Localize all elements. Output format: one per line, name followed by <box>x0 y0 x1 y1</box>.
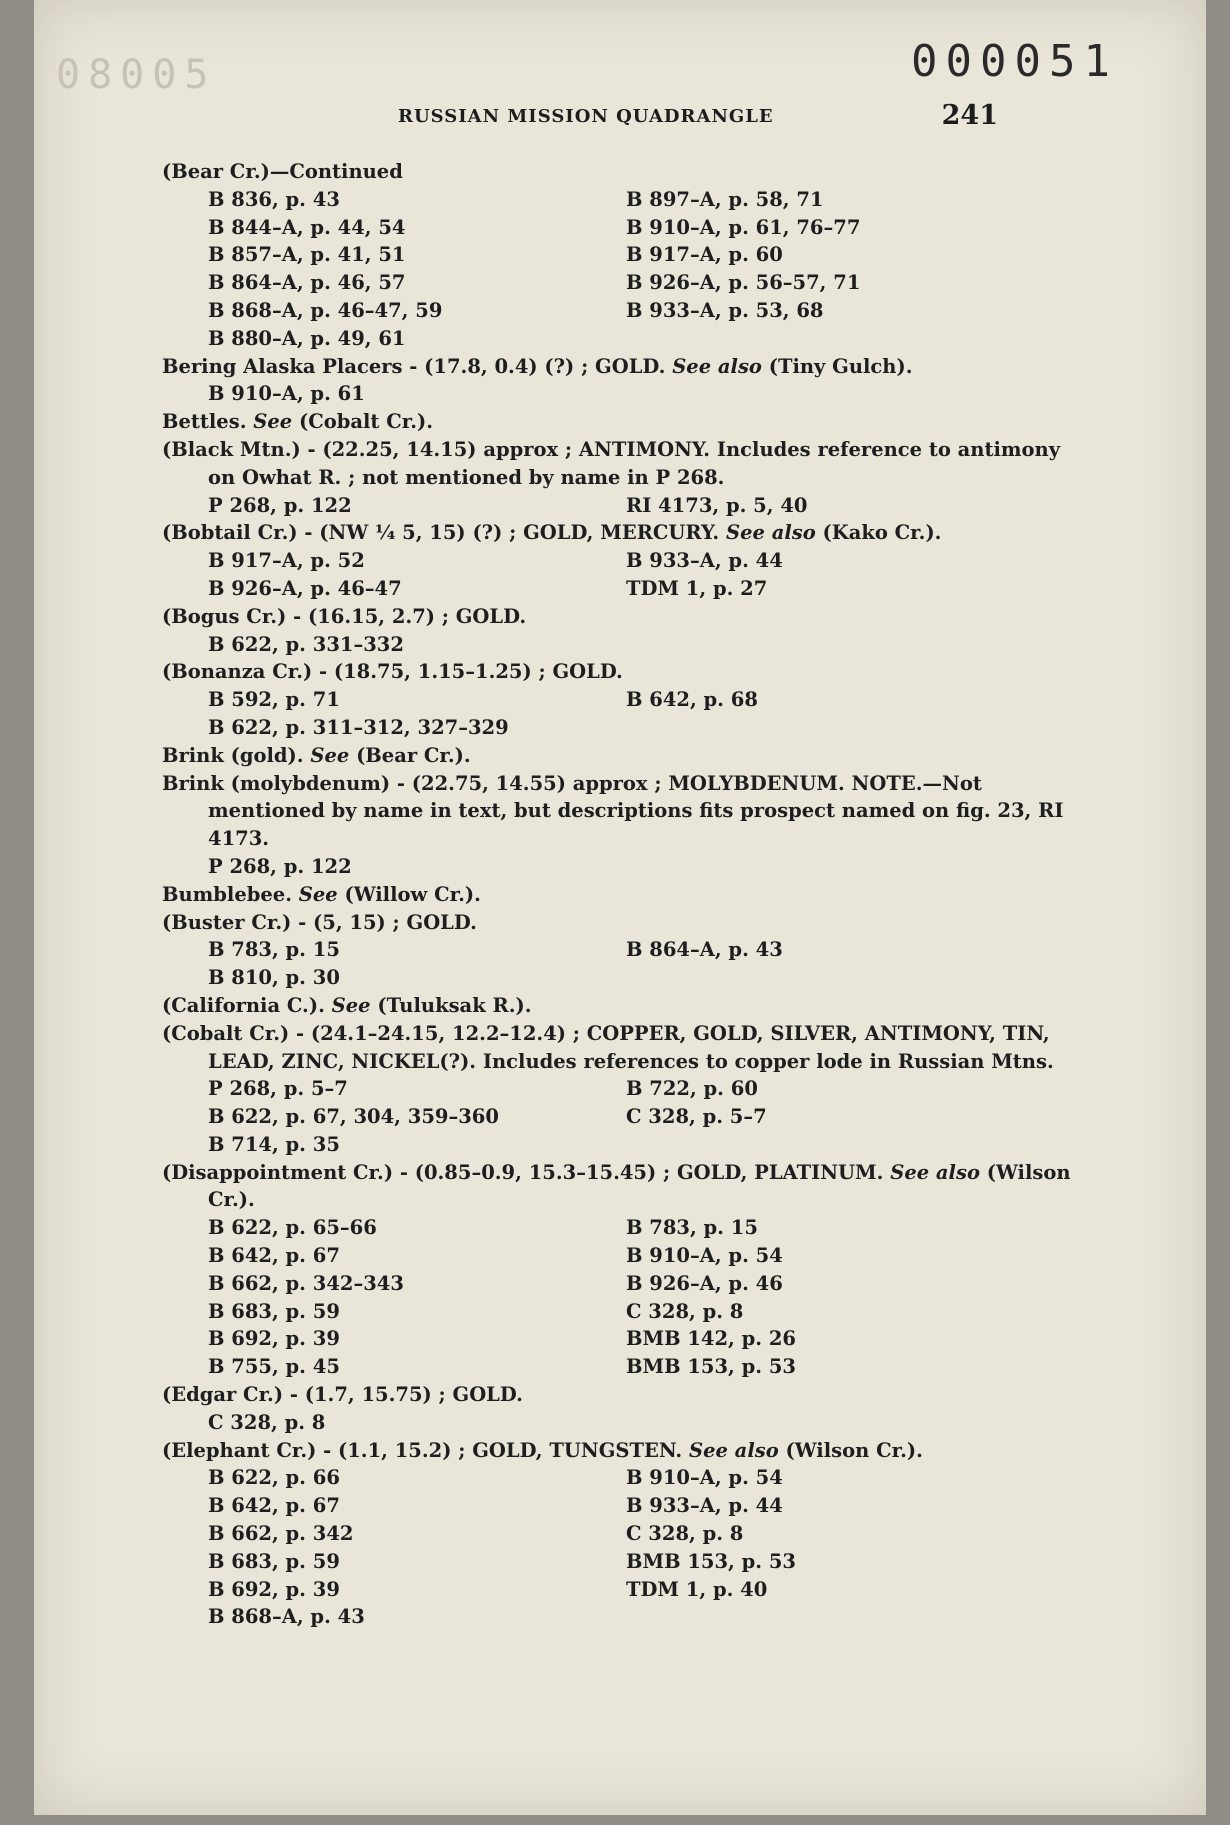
entry-text: (Disappointment Cr.) - (0.85–0.9, 15.3–15.45) ; GOLD, PLATINUM. <box>162 1160 884 1184</box>
publication-reference: B 910–A, p. 54 <box>626 1244 783 1268</box>
index-entry-heading <box>162 436 1080 492</box>
entry-text: (Elephant Cr.) - (1.1, 15.2) ; GOLD, TUNGSTEN. <box>162 1438 683 1462</box>
index-entry-heading <box>162 742 1080 770</box>
publication-reference: C 328, p. 5–7 <box>626 1105 767 1129</box>
see-reference-label: See <box>310 743 350 767</box>
reference-list <box>162 1464 1080 1631</box>
entry-text: (California C.). <box>162 993 325 1017</box>
publication-reference: B 910–A, p. 61 <box>208 382 365 406</box>
reference-list <box>162 186 1080 353</box>
reference-list <box>162 1409 1080 1437</box>
index-entry-heading <box>162 1020 1080 1076</box>
index-entry-heading <box>162 992 1080 1020</box>
publication-reference: B 880–A, p. 49, 61 <box>208 326 406 350</box>
see-reference-label: See also <box>726 521 816 545</box>
publication-reference: B 622, p. 65–66 <box>208 1216 377 1240</box>
running-header-title: RUSSIAN MISSION QUADRANGLE <box>398 106 774 127</box>
publication-reference: RI 4173, p. 5, 40 <box>626 493 808 517</box>
reference-list <box>162 380 1080 408</box>
publication-reference: B 910–A, p. 61, 76–77 <box>626 215 861 239</box>
index-entry-heading <box>162 408 1080 436</box>
see-reference-label: See <box>253 410 293 434</box>
index-entry-heading <box>162 658 1080 686</box>
entry-text: Brink (gold). <box>162 743 304 767</box>
see-reference-label: See also <box>672 354 762 378</box>
entry-text: Bering Alaska Placers - (17.8, 0.4) (?) ; GOLD. <box>162 354 666 378</box>
reference-list <box>162 1214 1080 1381</box>
index-entry-heading <box>162 770 1080 853</box>
publication-reference: B 926–A, p. 46 <box>626 1271 783 1295</box>
reference-list <box>162 547 1080 603</box>
publication-reference: B 642, p. 68 <box>626 688 758 712</box>
publication-reference: C 328, p. 8 <box>626 1522 744 1546</box>
publication-reference: B 933–A, p. 53, 68 <box>626 298 824 322</box>
reference-list <box>162 1075 1080 1158</box>
publication-reference: TDM 1, p. 40 <box>626 1577 768 1601</box>
entry-text: (Bonanza Cr.) - (18.75, 1.15–1.25) ; GOLD. <box>162 660 623 684</box>
see-reference-label: See <box>298 882 338 906</box>
see-reference-label: See <box>331 993 371 1017</box>
publication-reference: B 933–A, p. 44 <box>626 1494 783 1518</box>
cross-reference-target: (Wilson Cr.). <box>785 1438 923 1462</box>
index-entry-heading <box>162 519 1080 547</box>
index-entry-heading <box>162 1437 1080 1465</box>
index-entry-heading <box>162 158 1080 186</box>
entry-text: Bumblebee. <box>162 882 292 906</box>
reference-list <box>162 853 1080 881</box>
publication-reference: B 622, p. 331–332 <box>208 632 404 656</box>
see-reference-label: See also <box>890 1160 980 1184</box>
index-entry-heading <box>162 881 1080 909</box>
entry-text: Brink (molybdenum) - (22.75, 14.55) approx ; MOLYBDENUM. NOTE.—Not mentioned by name in text, but descriptions fits prospect named on fig. 23, RI 4173. <box>162 771 1064 851</box>
publication-reference: TDM 1, p. 27 <box>626 576 768 600</box>
publication-reference: P 268, p. 122 <box>208 854 352 878</box>
reference-list <box>162 492 1080 520</box>
cross-reference-target: (Tuluksak R.). <box>377 993 532 1017</box>
faded-document-stamp: 08005 <box>56 52 217 98</box>
reference-list <box>162 631 1080 659</box>
publication-reference: B 692, p. 39 <box>208 1577 340 1601</box>
publication-reference: B 910–A, p. 54 <box>626 1466 783 1490</box>
publication-reference: B 642, p. 67 <box>208 1244 340 1268</box>
publication-reference: B 926–A, p. 56–57, 71 <box>626 271 861 295</box>
document-stamp-number: 000051 <box>911 36 1118 87</box>
publication-reference: B 714, p. 35 <box>208 1132 340 1156</box>
entry-text: (Bogus Cr.) - (16.15, 2.7) ; GOLD. <box>162 604 527 628</box>
cross-reference-target: (Kako Cr.). <box>822 521 942 545</box>
entry-text: Bettles. <box>162 410 247 434</box>
publication-reference: P 268, p. 5–7 <box>208 1077 348 1101</box>
publication-reference: B 917–A, p. 52 <box>208 549 365 573</box>
publication-reference: B 783, p. 15 <box>208 938 340 962</box>
publication-reference: B 662, p. 342–343 <box>208 1271 404 1295</box>
publication-reference: B 722, p. 60 <box>626 1077 758 1101</box>
publication-reference: B 917–A, p. 60 <box>626 243 783 267</box>
publication-reference: B 692, p. 39 <box>208 1327 340 1351</box>
publication-reference: B 662, p. 342 <box>208 1522 354 1546</box>
publication-reference: B 926–A, p. 46–47 <box>208 576 402 600</box>
index-entry-heading <box>162 353 1080 381</box>
publication-reference: C 328, p. 8 <box>208 1410 326 1434</box>
publication-reference: B 864–A, p. 46, 57 <box>208 271 406 295</box>
publication-reference: B 836, p. 43 <box>208 187 340 211</box>
publication-reference: B 897–A, p. 58, 71 <box>626 187 824 211</box>
index-entry-heading <box>162 1381 1080 1409</box>
index-entries <box>162 158 1080 1631</box>
publication-reference: BMB 153, p. 53 <box>626 1549 796 1573</box>
publication-reference: BMB 153, p. 53 <box>626 1355 796 1379</box>
publication-reference: B 592, p. 71 <box>208 688 340 712</box>
publication-reference: B 864–A, p. 43 <box>626 938 783 962</box>
cross-reference-target: (Cobalt Cr.). <box>298 410 434 434</box>
publication-reference: B 622, p. 66 <box>208 1466 340 1490</box>
publication-reference: B 755, p. 45 <box>208 1355 340 1379</box>
reference-list <box>162 936 1080 992</box>
publication-reference: B 622, p. 311–312, 327–329 <box>208 715 509 739</box>
entry-text: (Buster Cr.) - (5, 15) ; GOLD. <box>162 910 477 934</box>
publication-reference: B 933–A, p. 44 <box>626 549 783 573</box>
entry-text: (Cobalt Cr.) - (24.1–24.15, 12.2–12.4) ; COPPER, GOLD, SILVER, ANTIMONY, TIN, LEAD, ZINC, NICKEL(?). Includes references to copper lode in Russian Mtns. <box>162 1021 1054 1073</box>
index-entry-heading <box>162 603 1080 631</box>
entry-text: (Bobtail Cr.) - (NW ¼ 5, 15) (?) ; GOLD, MERCURY. <box>162 521 720 545</box>
publication-reference: B 642, p. 67 <box>208 1494 340 1518</box>
publication-reference: B 868–A, p. 43 <box>208 1605 365 1629</box>
cross-reference-target: (Willow Cr.). <box>344 882 481 906</box>
publication-reference: B 783, p. 15 <box>626 1216 758 1240</box>
publication-reference: C 328, p. 8 <box>626 1299 744 1323</box>
entry-text: (Black Mtn.) - (22.25, 14.15) approx ; ANTIMONY. Includes reference to antimony on Owhat R. ; not mentioned by name in P 268. <box>162 437 1061 489</box>
index-entry-heading <box>162 1159 1080 1215</box>
publication-reference: P 268, p. 122 <box>208 493 352 517</box>
entry-text: (Bear Cr.)—Continued <box>162 160 403 183</box>
publication-reference: B 868–A, p. 46–47, 59 <box>208 298 443 322</box>
publication-reference: B 857–A, p. 41, 51 <box>208 243 406 267</box>
publication-reference: B 622, p. 67, 304, 359–360 <box>208 1105 499 1129</box>
cross-reference-target: (Bear Cr.). <box>356 743 471 767</box>
entry-text: (Edgar Cr.) - (1.7, 15.75) ; GOLD. <box>162 1383 523 1407</box>
see-reference-label: See also <box>689 1438 779 1462</box>
reference-list <box>162 686 1080 742</box>
publication-reference: B 844–A, p. 44, 54 <box>208 215 406 239</box>
publication-reference: B 810, p. 30 <box>208 966 340 990</box>
cross-reference-target: (Tiny Gulch). <box>768 354 913 378</box>
publication-reference: B 683, p. 59 <box>208 1299 340 1323</box>
publication-reference: BMB 142, p. 26 <box>626 1327 796 1351</box>
index-entry-heading <box>162 909 1080 937</box>
document-page <box>34 0 1206 1815</box>
page-number: 241 <box>941 100 998 131</box>
cross-reference-target: (Wilson Cr.). <box>208 1160 1071 1212</box>
publication-reference: B 683, p. 59 <box>208 1549 340 1573</box>
